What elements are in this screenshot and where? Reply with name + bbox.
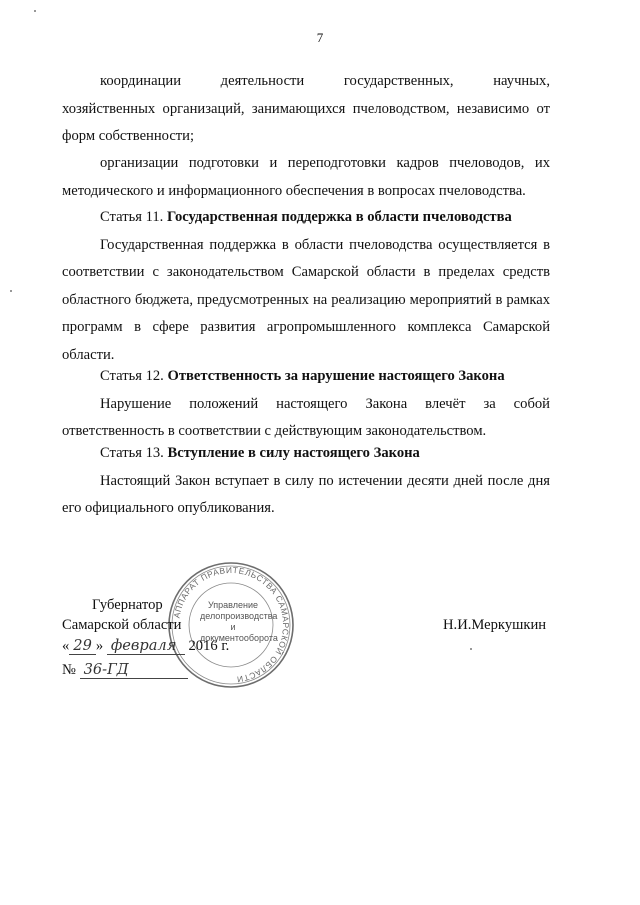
signatory-name: Н.И.Меркушкин (443, 617, 547, 633)
article-heading (62, 204, 550, 232)
scan-speck (470, 648, 472, 650)
signatory-title-line2: Самарской области (62, 617, 182, 633)
article-text: Нарушение положений настоящего Закона влечёт за собой ответственность в соответствии с действующим законодательством. (62, 395, 550, 439)
page-number: 7 (316, 30, 324, 45)
article-11 (62, 204, 550, 369)
signing-date (62, 637, 229, 655)
scan-speck (34, 10, 36, 12)
paragraph-line: хозяйственных организаций, занимающихся пчеловодством, независимо от форм собственности; (62, 100, 550, 144)
seal-ring-text: АППАРАТ ПРАВИТЕЛЬСТВА САМАРСКОЙ ОБЛАСТИ (171, 564, 292, 685)
signatory-title-line1: Губернатор (92, 597, 163, 613)
seal-line: делопроизводства (200, 611, 278, 621)
date-day-handwritten: 29 (69, 637, 96, 655)
paragraph-text: организации подготовки и переподготовки кадров пчеловодов, их методического и информационного обеспечения в вопросах пчеловодства. (62, 155, 550, 199)
article-label: Статья 11. (100, 209, 164, 225)
document-number (62, 661, 188, 679)
date-quote-close: » (95, 638, 104, 654)
date-year: 2016 г. (188, 638, 230, 654)
number-handwritten: 36-ГД (80, 661, 188, 679)
article-label: Статья 12. (100, 368, 164, 384)
seal-line: Управление (207, 600, 259, 610)
article-heading (62, 363, 550, 391)
article-12 (62, 363, 550, 446)
paragraph-coordination (62, 68, 550, 151)
article-label: Статья 13. (100, 445, 164, 461)
paragraph-line: координации деятельности государственных, научных, (100, 73, 550, 89)
date-quote-open: « (62, 638, 70, 654)
article-13 (62, 440, 550, 523)
paragraph-training (62, 150, 550, 205)
article-title: Вступление в силу настоящего Закона (167, 445, 420, 461)
seal-line: и документооборота (200, 622, 278, 643)
article-text: Государственная поддержка в области пчеловодства осуществляется в соответствии с законодательством Самарской области в пределах средств областного бюджета, предусмотренных на реализацию мероприятий в рамках программ в сфере развития агропромышленного комплекса Самарской области. (62, 236, 550, 363)
number-label: № (62, 662, 76, 678)
article-title: Государственная поддержка в области пчеловодства (166, 209, 512, 225)
article-title: Ответственность за нарушение настоящего Закона (167, 368, 505, 384)
article-text: Настоящий Закон вступает в силу по истечении десяти дней после дня его официального опубликования. (62, 472, 550, 516)
date-month-handwritten: февраля (107, 637, 185, 655)
scan-speck (10, 290, 12, 292)
article-heading (62, 440, 550, 468)
